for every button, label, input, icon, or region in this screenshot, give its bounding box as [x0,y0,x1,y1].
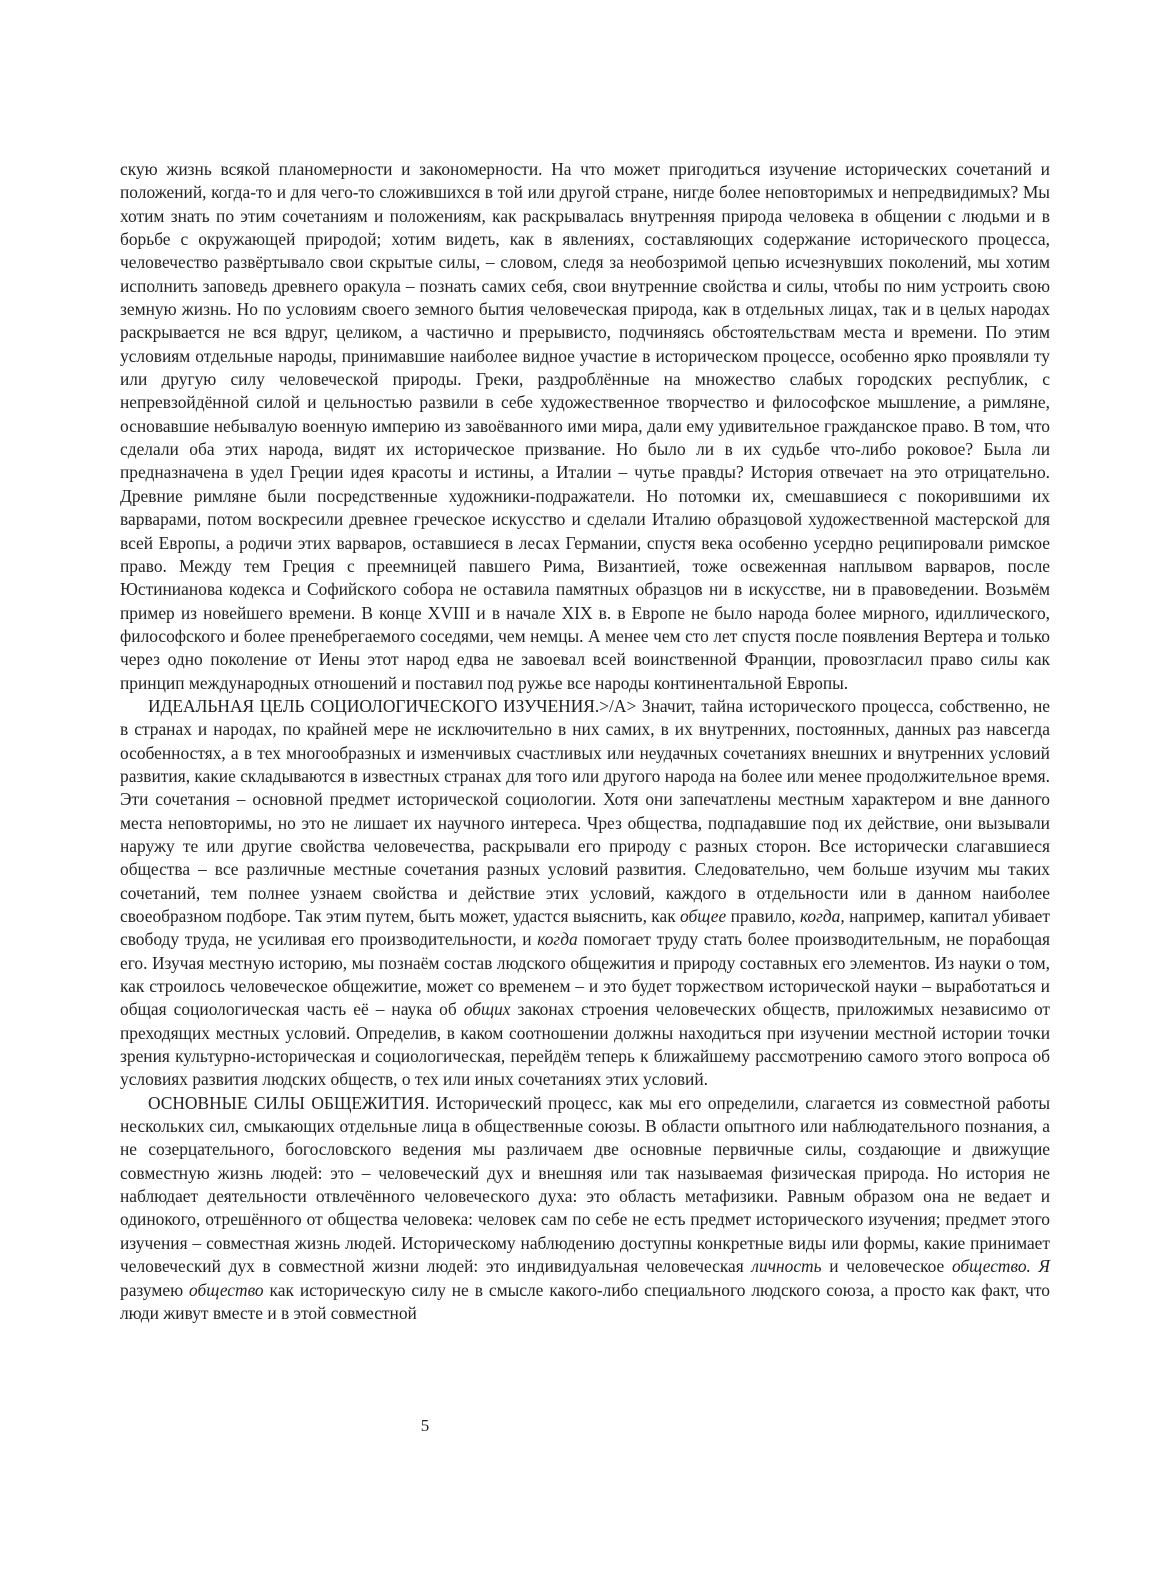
emphasized-text: общее [680,906,727,926]
paragraph [120,1092,1050,1325]
emphasized-text: общих [463,999,511,1020]
text-run: законах строения человеческих обществ, приложимых независимо от преходящих местных условий. Определив, в каком соотношении должны находиться при изучении местной истории точки зрения культурно-историческая и социологическая, перейдём теперь к ближайшему рассмотрению самого этого вопроса об условиях развития людских обществ, о тех или иных сочетаниях этих условий. [120,999,1051,1090]
emphasized-text: личность [751,1256,822,1277]
text-run: например, капитал убивает свободу труда, не усиливая его производительности, и [120,906,1050,950]
paragraph [120,695,1050,1092]
text-run: разумею [120,1279,190,1300]
emphasized-text: когда, [799,906,845,926]
text-run: и человеческое [821,1256,952,1277]
text-run: ОСНОВНЫЕ СИЛЫ ОБЩЕЖИТИЯ. Исторический процесс, как мы его определили, слагается из совместной работы нескольких сил, смыкающих отдельные лица в общественные союзы. В области опытного или наблюдательного познания, а не созерцательного, богословского ведения мы различаем две основные первичные силы, создающие и движущие совместную жизнь людей: это – человеческий дух и внешняя или так называемая физическая природа. Но история не наблюдает деятельности отвлечённого человеческого духа: это область метафизики. Равным образом она не ведает и одинокого, отрешённого от общества человека: человек сам по себе не есть предмет исторического изучения; предмет этого изучения – совместная жизнь людей. Историческому наблюдению доступны конкретные виды или формы, какие принимает человеческий дух в совместной жизни людей: это индивидуальная человеческая [120,1092,1050,1277]
text-column [120,158,1050,1325]
emphasized-text: общество [189,1279,264,1300]
paragraph [120,158,1050,695]
text-run: правило, [726,906,800,926]
emphasized-text: когда [537,929,578,950]
emphasized-text: общество. Я [951,1256,1050,1277]
page-body [120,158,1050,1325]
text-run: помогает труду стать более производительным, не порабощая его. Изучая местную историю, мы познаём состав людского общежития и природу составных его элементов. Из науки о том, как строилось человеческое общежитие, может со временем – и это будет торжеством исторической науки – выработаться и общая социологическая часть её – наука об [120,929,1050,1020]
text-run: как историческую силу не в смысле какого-либо специального людского союза, а просто как факт, что люди живут вместе и в этой совместной [120,1279,1050,1323]
page-number: 5 [420,1416,430,1435]
text-run: скую жизнь всякой планомерности и закономерности. На что может пригодиться изучение исторических сочетаний и положений, когда-то и для чего-то сложившихся в той или другой стране, нигде более неповторимых и непредвидимых? Мы хотим знать по этим сочетаниям и положениям, как раскрывалась внутренняя природа человека в общении с людьми и в борьбе с окружающей природой; хотим видеть, как в явлениях, составляющих содержание исторического процесса, человечество развёртывало свои скрытые силы, – словом, следя за необозримой цепью исчезнувших поколений, мы хотим исполнить заповедь древнего оракула – познать самих себя, свои внутренние свойства и силы, чтобы по ним устроить свою земную жизнь. Но по условиям своего земного бытия человеческая природа, как в отдельных лицах, так и в целых народах раскрывается не вся вдруг, целиком, а частично и прерывисто, подчиняясь обстоятельствам места и времени. По этим условиям отдельные народы, принимавшие наиболее видное участие в историческом процессе, особенно ярко проявляли ту или другую силу человеческой природы. Греки, раздроблённые на множество слабых городских республик, с непревзойдённой силой и цельностью развили в себе художественное творчество и философское мышление, а римляне, основавшие небывалую военную империю из завоёванного ими мира, дали ему удивительное гражданское право. В том, что сделали оба этих народа, видят их историческое призвание. Но было ли в их судьбе что-либо роковое? Была ли предназначена в удел Греции идея красоты и истины, а Италии – чутье правды? История отвечает на это отрицательно. Древние римляне были посредственные художники-подражатели. Но потомки их, смешавшиеся с покорившими их варварами, потом воскресили древнее греческое искусство и сделали Италию образцовой художественной мастерской для всей Европы, а родичи этих варваров, оставшиеся в лесах Германии, спустя века особенно усердно реципировали римское право. Между тем Греция с преемницей павшего Рима, Византией, тоже освеженная наплывом варваров, после Юстинианова кодекса и Софийского собора не оставила памятных образцов ни в искусстве, ни в правоведении. Возьмём пример из новейшего времени. В конце XVIII и в начале XIX в. в Европе не было народа более мирного, идиллического, философского и более пренебрегаемого соседями, чем немцы. А менее чем сто лет спустя после появления Вертера и только через одно поколение от Иены этот народ едва не завоевал всей воинственной Франции, провозгласил право силы как принцип международных отношений и поставил под ружье все народы континентальной Европы. [120,159,1050,693]
text-run: ИДЕАЛЬНАЯ ЦЕЛЬ СОЦИОЛОГИЧЕСКОГО ИЗУЧЕНИЯ.>/A> Значит, тайна исторического процесса, собственно, не в странах и народах, по крайней мере не исключительно в них самих, в их внутренних, постоянных, данных раз навсегда особенностях, а в тех многообразных и изменчивых счастливых или неудачных сочетаниях внешних и внутренних условий развития, какие складываются в известных странах для того или другого народа на более или менее продолжительное время. Эти сочетания – основной предмет исторической социологии. Хотя они запечатлены местным характером и вне данного места неповторимы, но это не лишает их научного интереса. Чрез общества, подпадавшие под их действие, они вызывали наружу те или другие свойства человечества, раскрывали его природу с разных сторон. Все исторически слагавшиеся общества – все различные местные сочетания разных условий развития. Следовательно, чем больше изучим мы таких сочетаний, тем полнее узнаем свойства и действие этих условий, каждого в отдельности или в данном наиболее своеобразном подборе. Так этим путем, быть может, удастся выяснить, как [120,695,1050,926]
